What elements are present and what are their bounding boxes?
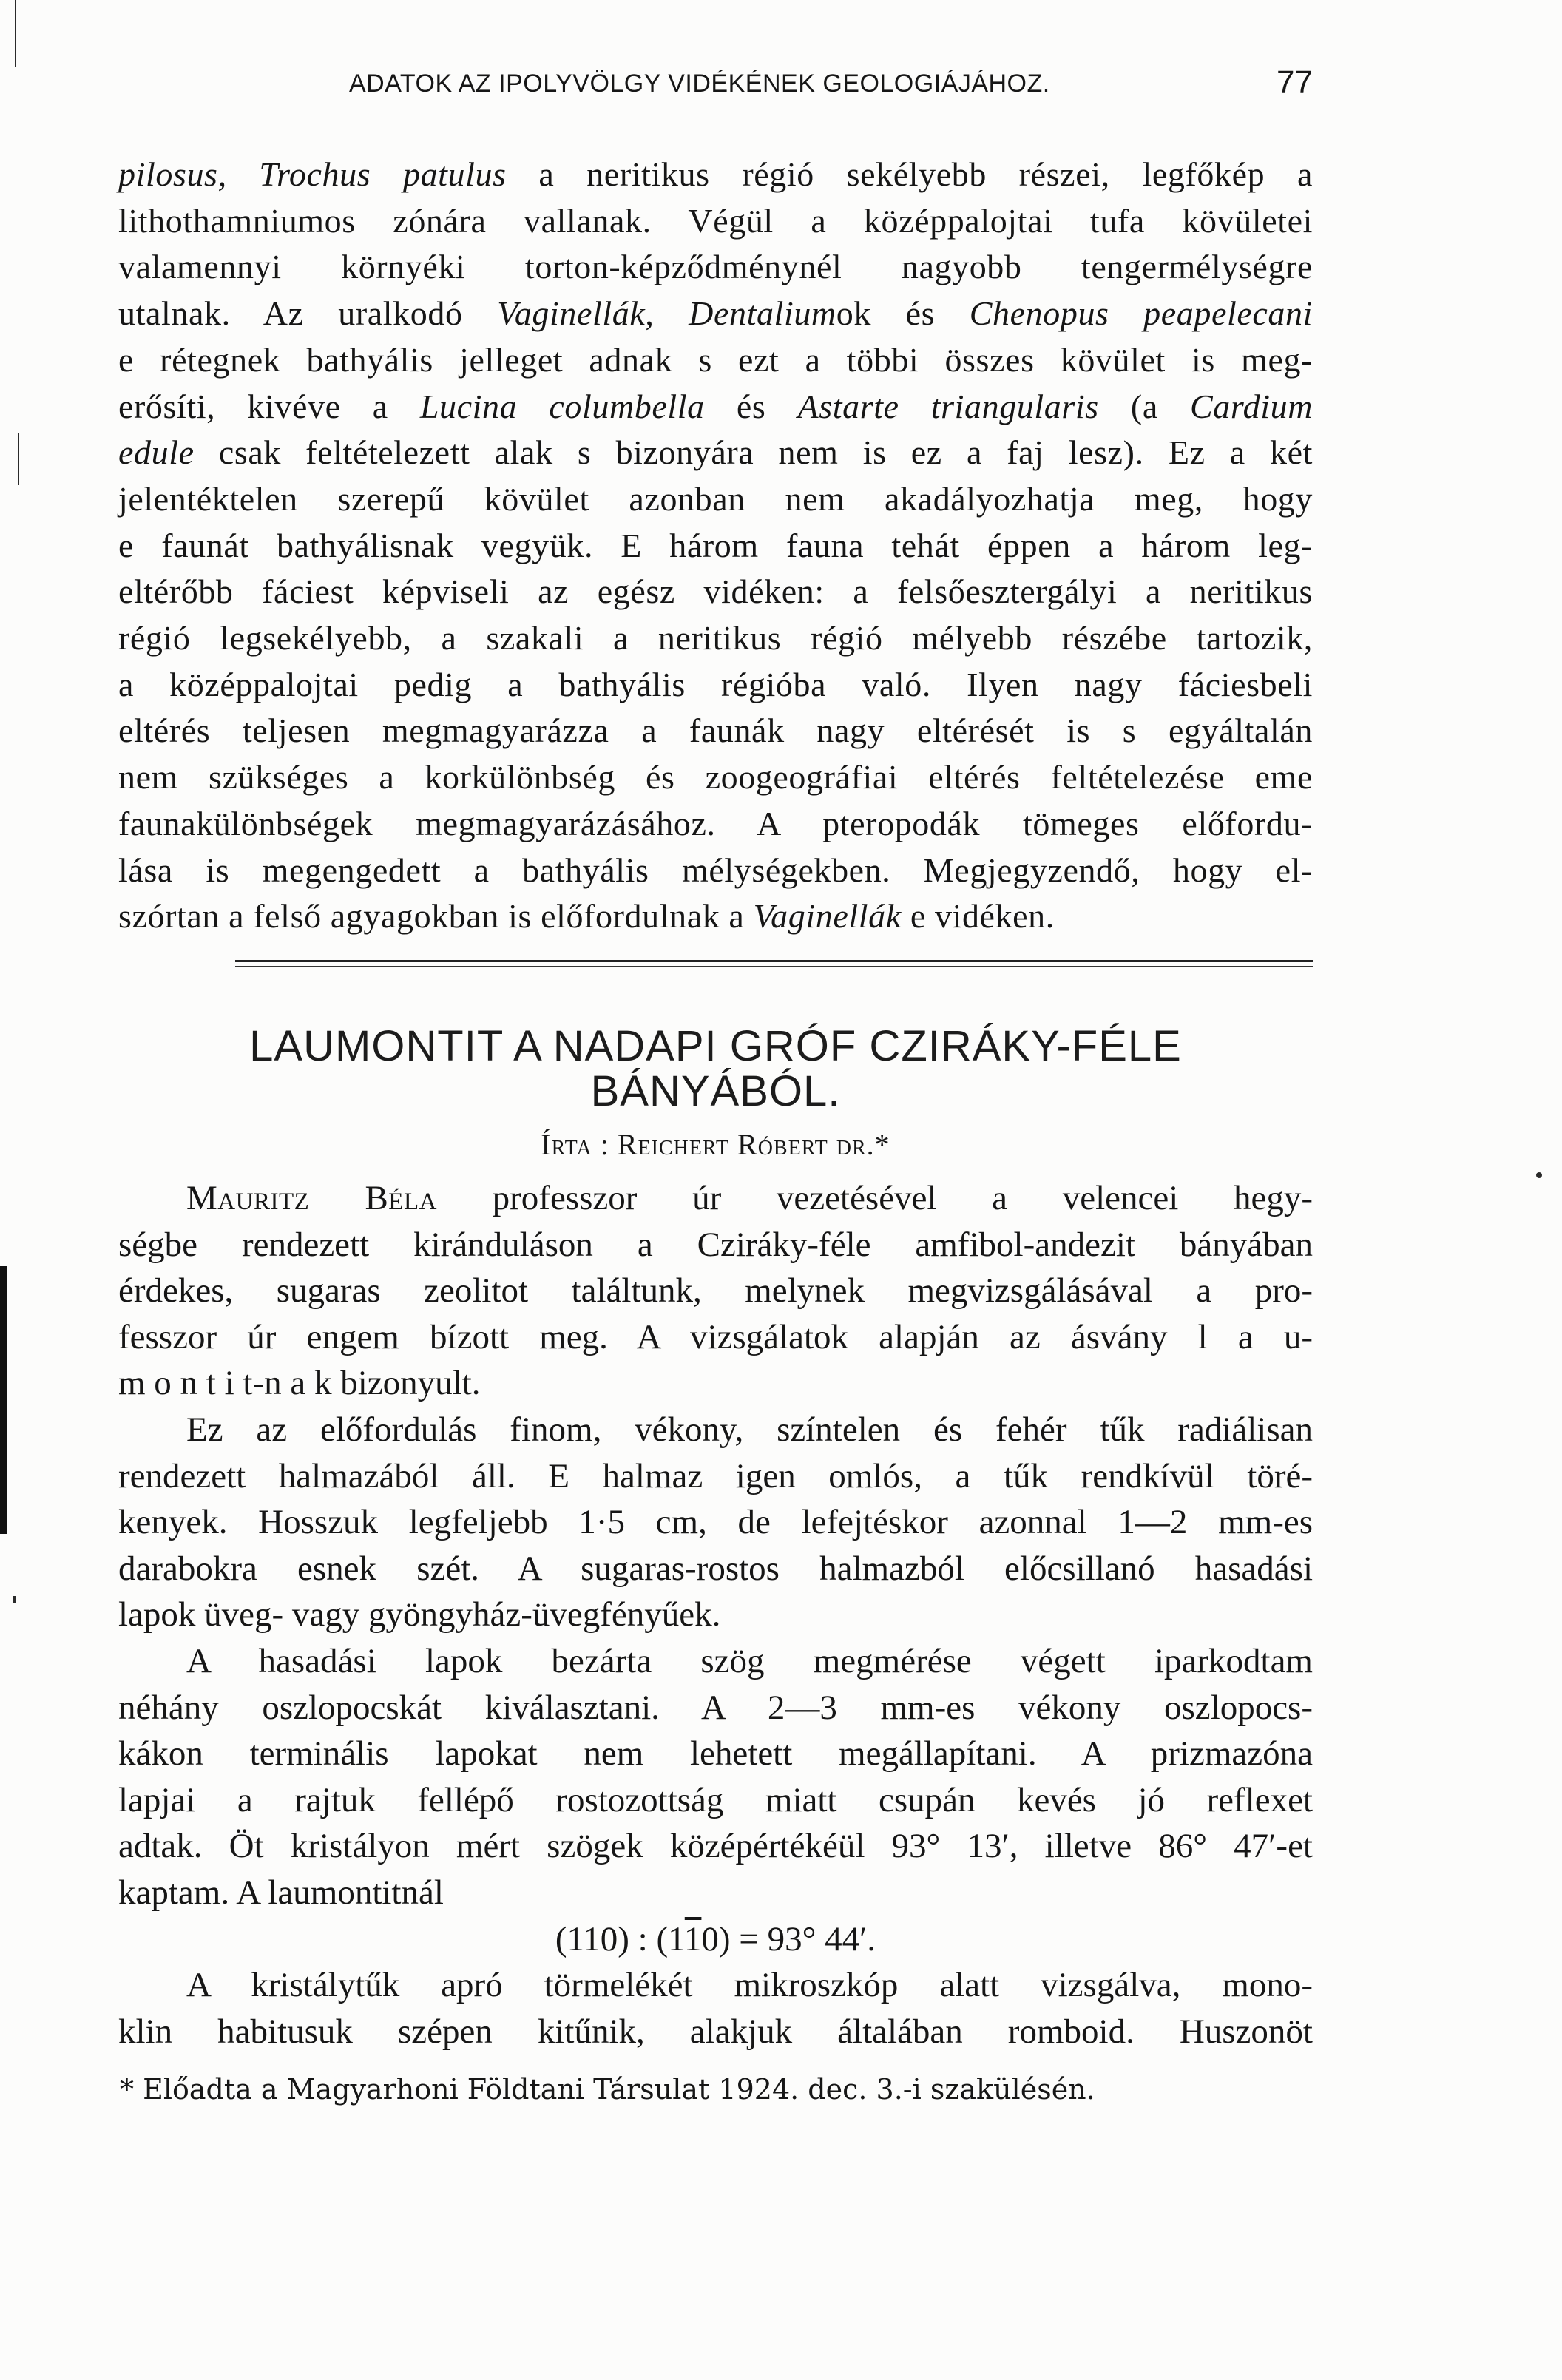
footnote: * Előadta a Magyarhoni Földtani Társulat 1924. dec. 3.-i szakülésén. [120, 2073, 1095, 2106]
text-line [118, 1592, 1313, 1638]
text-run: (110) : (1 [555, 1919, 685, 1958]
text-line [118, 291, 1313, 337]
text-run: kákon terminális lapokat nem lehetett megállapítani. A prizmazóna [118, 1734, 1313, 1774]
text-line [118, 476, 1313, 523]
paragraph [118, 1175, 1313, 1407]
small-caps-name: Mauritz Béla [186, 1179, 437, 1217]
text-line [118, 1546, 1313, 1592]
text-line [118, 893, 1313, 940]
text-line [118, 1823, 1313, 1870]
text-line [118, 1407, 1313, 1453]
text-line [118, 1638, 1313, 1685]
text-run: érdekes, sugaras zeolitot találtunk, melynek megvizsgálásával a pro- [118, 1271, 1313, 1311]
text-run: csak feltételezett alak s bizonyára nem is ez a faj lesz). Ez a két [194, 433, 1313, 472]
text-line [118, 1870, 1313, 1916]
text-line [118, 615, 1313, 662]
italic-text: Vaginellák [497, 294, 646, 333]
text-line [118, 1314, 1313, 1361]
text-run: adtak. Öt kristályon mért szögek középértékéül 93° 13′, illetve 86° 47′-et [118, 1827, 1313, 1866]
text-run: a neritikus régió sekélyebb részei, legfőkép a [506, 155, 1313, 193]
text-line [118, 1685, 1313, 1731]
italic-text: edule [118, 433, 195, 472]
text-line [118, 2009, 1313, 2055]
text-line [118, 1222, 1313, 1268]
text-run: erősíti, kivéve a [118, 387, 420, 425]
text-run: e vidéken. [901, 897, 1055, 936]
text-run: 0) = 93° 44′. [701, 1919, 876, 1958]
text-run: rendezett halmazából áll. E halmaz igen omlós, a tűk rendkívül töré- [118, 1456, 1313, 1495]
article-body-text [118, 1175, 1313, 2055]
text-run: darabokra esnek szét. A sugaras-rostos halmazból előcsillanó hasadási [118, 1549, 1313, 1588]
paragraph [118, 1407, 1313, 1638]
text-line [118, 569, 1313, 615]
text-run: professzor úr vezetésével a velencei hegy- [436, 1179, 1313, 1217]
text-run: jelentéktelen szerepű kövület azonban nem akadályozhatja meg, hogy [118, 479, 1313, 518]
text-line [118, 198, 1313, 245]
page-number: 77 [1277, 64, 1313, 101]
scan-artifact [15, 0, 16, 67]
paragraph [118, 1962, 1313, 2055]
text-line [118, 708, 1313, 754]
italic-text: Vaginellák [753, 897, 902, 936]
text-line [118, 523, 1313, 569]
text-run: néhány oszlopocskát kiválasztani. A 2—3 mm-es vékony oszlopocs- [118, 1688, 1313, 1727]
text-run: lása is megengedett a bathyális mélységekben. Megjegyzendő, hogy el- [118, 851, 1313, 889]
running-title: ADATOK AZ IPOLYVÖLGY VIDÉKÉNEK GEOLOGIÁJÁHOZ. [349, 70, 1050, 98]
text-run: A kristálytűk apró törmelékét mikroszkóp alatt vizsgálva, mono- [186, 1966, 1313, 2005]
text-run: e faunát bathyálisnak vegyük. E három fauna tehát éppen a három leg- [118, 526, 1313, 564]
text-run: lithothamniumos zónára vallanak. Végül a középpalojtai tufa kövületei [118, 201, 1313, 240]
text-run: szórtan a felső agyagokban is előfordulnak a [118, 897, 754, 936]
formula [118, 1916, 1313, 1963]
article-byline: Írta : Reichert Róbert dr.* [541, 1128, 890, 1161]
text-run: és [704, 387, 798, 425]
article-title-line: LAUMONTIT A NADAPI GRÓF CZIRÁKY-FÉLE [249, 1022, 1182, 1070]
text-run: e rétegnek bathyális jelleget adnak s ezt a többi összes kövület is meg- [118, 340, 1313, 379]
text-run: valamennyi környéki torton-képződménynél nagyobb tengermélységre [118, 248, 1313, 286]
text-run: kaptam. A laumontitnál [118, 1873, 444, 1912]
text-line [118, 1360, 1313, 1407]
section-divider-rule [235, 960, 1313, 967]
text-line [118, 1268, 1313, 1314]
previous-article-text [118, 152, 1313, 940]
text-run: klin habitusuk szépen kitűnik, alakjuk általában romboid. Huszonöt [118, 2012, 1313, 2051]
text-run: , [645, 294, 689, 333]
italic-text: pilosus, Trochus patulus [118, 155, 507, 193]
text-run: utalnak. Az uralkodó [118, 294, 498, 333]
text-run: nem szükséges a korkülönbség és zoogeográfiai eltérés feltételezése eme [118, 758, 1313, 797]
paragraph [118, 152, 1313, 940]
text-run: a középpalojtai pedig a bathyális régióba való. Ilyen nagy fáciesbeli [118, 665, 1313, 703]
italic-text: Dentalium [689, 294, 836, 333]
text-run: A hasadási lapok bezárta szög megmérése végett iparkodtam [186, 1641, 1313, 1680]
scan-artifact [0, 1266, 7, 1534]
article-title [118, 1024, 1313, 1114]
article-title-line: BÁNYÁBÓL. [590, 1067, 841, 1115]
text-line [118, 1499, 1313, 1546]
text-line [118, 1453, 1313, 1500]
text-line [118, 1175, 1313, 1222]
text-line [118, 1962, 1313, 2009]
text-line [118, 754, 1313, 801]
scan-artifact [1536, 1172, 1542, 1178]
text-run: lapjai a rajtuk fellépő rostozottság miatt csupán kevés jó reflexet [118, 1780, 1313, 1819]
text-run: fesszor úr engem bízott meg. A vizsgálatok alapján az ásvány l a u- [118, 1317, 1313, 1356]
text-run: m o n t i t-n a k bizonyult. [118, 1364, 481, 1403]
text-line [118, 662, 1313, 709]
text-run: faunakülönbségek megmagyarázásához. A pteropodák tömeges előfordu- [118, 804, 1313, 842]
text-run: lapok üveg- vagy gyöngyház-üvegfényűek. [118, 1595, 721, 1634]
text-run: kenyek. Hosszuk legfeljebb 1·5 cm, de lefejtéskor azonnal 1—2 mm-es [118, 1503, 1313, 1542]
scan-artifact [18, 433, 19, 485]
italic-text: Chenopus peapelecani [969, 294, 1314, 333]
text-line [118, 244, 1313, 291]
italic-text: Astarte triangularis [797, 387, 1099, 425]
text-line [118, 848, 1313, 894]
text-line [118, 1916, 1313, 1963]
paragraph [118, 1638, 1313, 1916]
text-line [118, 801, 1313, 848]
italic-text: Lucina columbella [419, 387, 705, 425]
text-line [118, 1777, 1313, 1824]
italic-text: Cardium [1189, 387, 1314, 425]
text-run: eltérés teljesen megmagyarázza a faunák nagy eltérését is s egyáltalán [118, 711, 1313, 750]
text-run: régió legsekélyebb, a szakali a neritikus régió mélyebb részébe tartozik, [118, 619, 1313, 657]
text-run: eltérőbb fáciest képviseli az egész vidéken: a felsőesztergályi a neritikus [118, 572, 1313, 611]
overlined-index-digit: 1 [684, 1919, 702, 1958]
text-run: Ez az előfordulás finom, vékony, színtelen és fehér tűk radiálisan [186, 1410, 1313, 1449]
text-run: ségbe rendezett kiránduláson a Cziráky-féle amfibol-andezit bányában [118, 1225, 1313, 1264]
text-run: (a [1098, 387, 1190, 425]
text-line [118, 384, 1313, 430]
scan-artifact [13, 1596, 16, 1603]
text-line [118, 430, 1313, 476]
text-line [118, 152, 1313, 198]
text-run: ok és [836, 294, 970, 333]
text-line [118, 337, 1313, 384]
text-line [118, 1731, 1313, 1777]
